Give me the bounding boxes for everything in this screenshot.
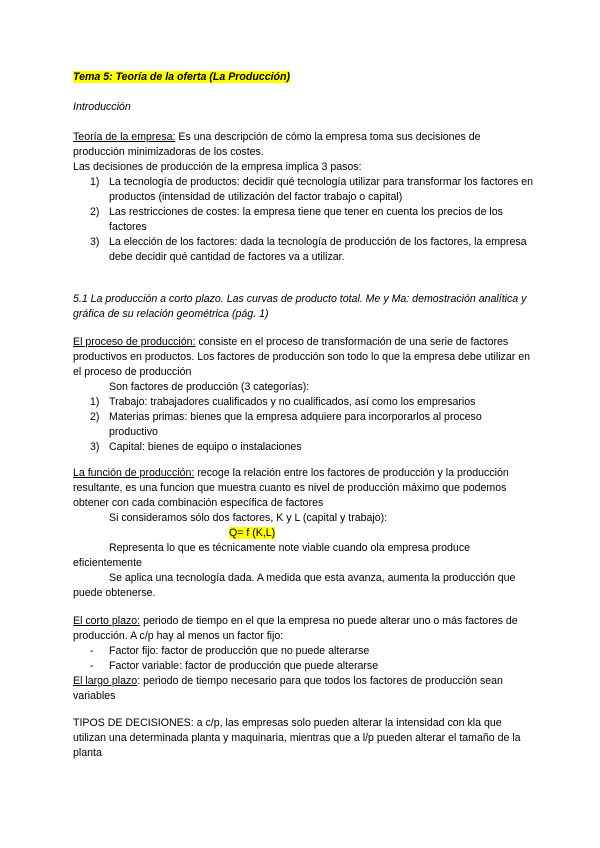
tipos-paragraph: TIPOS DE DECISIONES: a c/p, las empresas solo pueden alterar la intensidad con kla que utilizan una determinada planta y maquinaria, mientras que a l/p pueden alterar el tamaño de la planta [73,717,521,759]
list-item: 1) Trabajo: trabajadores cualificados y no cualificados, así como los empresarios [90,396,476,408]
teoria-section [73,130,533,265]
document-title [73,70,533,85]
proceso-paragraph [73,335,533,380]
list-item: - Factor fijo: factor de producción que no puede alterarse [90,645,370,657]
teoria-steps-list [73,175,533,265]
list-item: 3) Capital: bienes de equipo o instalaciones [90,441,302,453]
corto-list [73,644,533,674]
funcion-section [73,466,533,601]
corto-term: El corto plazo: [73,615,141,627]
proceso-text: consiste en el proceso de transformación de una serie de factores productivos en productos. Los factores de producción son todo lo que la empresa debe utilizar en el proceso de producción [73,336,530,378]
funcion-term: La función de producción: [73,467,195,479]
teoria-text: Es una descripción de cómo la empresa toma sus decisiones de producción minimizadoras de los costes. [73,131,481,158]
formula: Q= f (K,L) [229,527,276,539]
funcion-factores: Si consideramos sólo dos factores, K y L (capital y trabajo): [109,512,388,524]
corto-paragraph [73,614,533,644]
funcion-aplica: Se aplica una tecnología dada. A medida que esta avanza, aumenta la producción que puede obtenerse. [73,572,516,599]
largo-paragraph [73,674,533,704]
proceso-term: El proceso de producción: [73,336,196,348]
corto-section [73,614,533,704]
list-item: 3) La elección de los factores: dada la tecnología de producción de los factores, la empresa debe decidir qué cantidad de factores va a utilizar. [90,236,527,263]
title-text: Tema 5: Teoría de la oferta (La Producción) [73,71,291,83]
formula-line [73,526,533,541]
funcion-text: recoge la relación entre los factores de producción y la producción resultante, es una funcion que muestra cuanto es nivel de producción máximo que podemos obtener con cada combinación específica de factores [73,467,509,509]
teoria-paragraph [73,130,533,160]
proceso-list [73,395,533,455]
section-5-1-heading: 5.1 La producción a corto plazo. Las curvas de producto total. Me y Ma: demostración analítica y gráfica de su relación geométrica (pág. 1) [73,293,527,320]
largo-term: El largo plazo [73,675,138,687]
largo-text: : periodo de tiempo necesario para que todos los factores de producción sean variables [73,675,503,702]
proceso-sub: Son factores de producción (3 categorías): [109,381,310,393]
proceso-section [73,335,533,455]
teoria-steps-intro: Las decisiones de producción de la empresa implica 3 pasos: [73,161,362,173]
list-item: 2) Materias primas: bienes que la empresa adquiere para incorporarlos al proceso productivo [90,411,482,438]
funcion-paragraph [73,466,533,511]
funcion-representa: Representa lo que es técnicamente note viable cuando ola empresa produce eficientemente [73,542,471,569]
list-item: - Factor variable: factor de producción que puede alterarse [90,660,379,672]
list-item: 1) La tecnología de productos: decidir qué tecnología utilizar para transformar los factores en productos (intensidad de utilización del factor trabajo o capital) [90,176,533,203]
teoria-term: Teoría de la empresa: [73,131,176,143]
list-item: 2) Las restricciones de costes: la empresa tiene que tener en cuenta los precios de los factores [90,206,503,233]
intro-heading: Introducción [73,101,131,113]
corto-text: periodo de tiempo en el que la empresa no puede alterar uno o más factores de producción. A c/p hay al menos un factor fijo: [73,615,518,642]
